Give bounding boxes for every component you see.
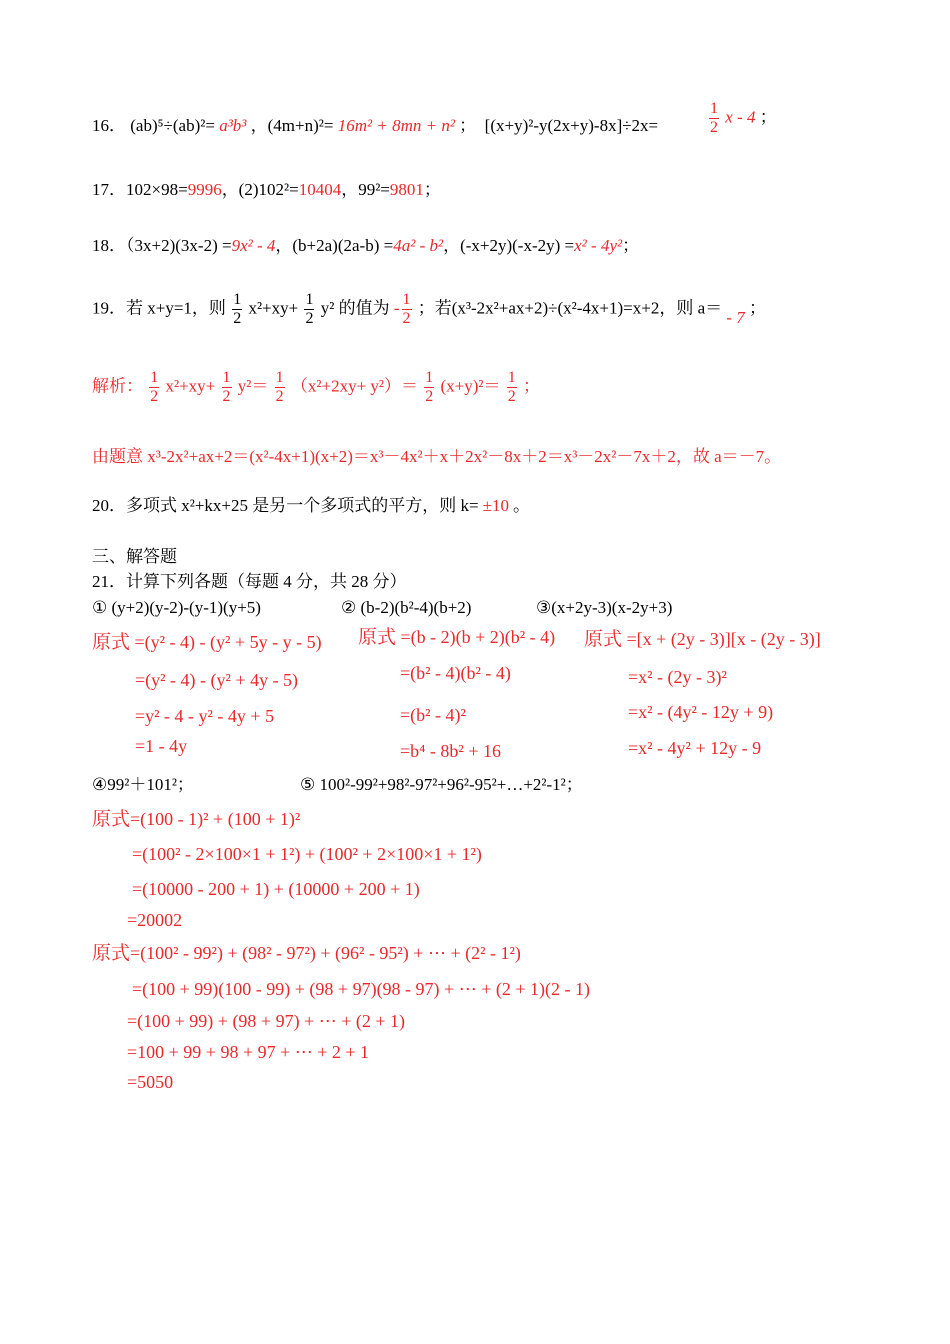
question-20: 20．多项式 x²+kx+25 是另一个多项式的平方，则 k= ±10 。 <box>92 496 530 515</box>
q19-answer1: - $\frac{1}{2}$ <box>393 291 411 327</box>
solution-1-line-2: =(y² - 4) - (y² + 4y - 5) <box>135 670 299 690</box>
solution-3-line-1: 原式 =[x + (2y - 3)][x - (2y - 3)] <box>584 628 821 650</box>
solution-5-line-2: =(100 + 99)(100 - 99) + (98 + 97)(98 - 97) + ⋯ + (2 + 1)(2 - 1) <box>132 979 590 999</box>
solution-1-line-4: =1 - 4y <box>135 736 188 756</box>
problem-5: ⑤ 100²-99²+98²-97²+96²-95²+…+2²-1²； <box>300 775 583 794</box>
q18-answer1: 9x² - 4 <box>231 236 276 255</box>
problem-2: ② (b-2)(b²-4)(b+2) <box>341 598 472 617</box>
q20-answer: ±10 <box>482 496 509 515</box>
solution-5-line-4: =100 + 99 + 98 + 97 + ⋯ + 2 + 1 <box>127 1042 370 1062</box>
solution-3-line-4: =x² - 4y² + 12y - 9 <box>628 738 762 758</box>
solution-4-line-4: =20002 <box>127 910 183 930</box>
solution-5-line-1: 原式=(100² - 99²) + (98² - 97²) + (96² - 95²) + ⋯ + (2² - 1²) <box>92 942 521 964</box>
analysis-line: 解析： $\frac{1}{2}$ x²+xy+ $\frac{1}{2}$ y²＝ $\frac{1}{2}$ （x²+2xy+ y²）＝ $\frac{1}{2}$ (x+y)²＝ $\frac{1}{2}$ ； <box>92 369 541 405</box>
section-title: 三、解答题 <box>92 547 177 566</box>
solution-5-line-5: =5050 <box>127 1072 174 1092</box>
solution-4-line-1: 原式=(100 - 1)² + (100 + 1)² <box>92 808 301 830</box>
solution-4-line-2: =(100² - 2×100×1 + 1²) + (100² + 2×100×1 + 1²) <box>132 844 482 864</box>
q17-answer3: 9801 <box>389 180 424 199</box>
solution-2-line-4: =b⁴ - 8b² + 16 <box>400 741 501 761</box>
solution-1-line-1: 原式 =(y² - 4) - (y² + 5y - y - 5) <box>92 631 322 653</box>
q17-answer1: 9996 <box>187 180 222 199</box>
solution-5-line-3: =(100 + 99) + (98 + 97) + ⋯ + (2 + 1) <box>127 1011 406 1031</box>
solution-2-line-2: =(b² - 4)(b² - 4) <box>400 663 511 683</box>
solution-3-line-2: =x² - (2y - 3)² <box>628 667 727 687</box>
question-21: 21．计算下列各题（每题 4 分，共 28 分） <box>92 572 407 591</box>
problem-3: ③(x+2y-3)(x-2y+3) <box>536 598 673 617</box>
analysis-derivation: 由题意 x³-2x²+ax+2＝(x²-4x+1)(x+2)＝x³－4x²＋x＋2x²－8x＋2＝x³－2x²－7x＋2，故 a＝－7。 <box>92 447 782 466</box>
q17-answer2: 10404 <box>298 180 342 199</box>
question-17: 17．102×98=9996，(2)102²=10404，99²=9801； <box>92 180 441 199</box>
q19-answer2: - 7 <box>726 308 745 328</box>
q18-answer3: x² - 4y² <box>574 236 623 255</box>
solution-4-line-3: =(10000 - 200 + 1) + (10000 + 200 + 1) <box>132 879 420 899</box>
q18-answer2: 4a² - b² <box>393 236 444 255</box>
question-16: 16． (ab)⁵÷(ab)²= a³b³ ，(4m+n)²= 16m² + 8mn + n² ； [(x+y)²-y(2x+y)-8x]÷2x= <box>92 116 659 135</box>
solution-2-line-1: 原式 =(b - 2)(b + 2)(b² - 4) <box>358 626 556 648</box>
q16-answer3: $\frac{1}{2}$ x - 4 ； <box>710 100 777 136</box>
problem-1: ① (y+2)(y-2)-(y-1)(y+5) <box>92 598 261 617</box>
question-18: 18．（3x+2)(3x-2) =9x² - 4，(b+2a)(2a-b) =4a² - b²，(-x+2y)(-x-2y) =x² - 4y²； <box>92 236 640 255</box>
solution-2-line-3: =(b² - 4)² <box>400 705 466 725</box>
solution-3-line-3: =x² - (4y² - 12y + 9) <box>628 702 774 722</box>
q16-expr1: (ab)⁵÷(ab)²= <box>130 116 215 135</box>
problem-4: ④99²＋101²； <box>92 775 194 794</box>
q16-answer1: a³b³ <box>219 116 247 135</box>
question-19: 19．若 x+y=1，则 $\frac{1}{2}$ x²+xy+ $\frac{1}{2}$ y² 的值为 - $\frac{1}{2}$ ；若(x³-2x²+ax+2)÷(x²-4x+1)=x+2，则 a＝ - 7 ； <box>92 291 767 328</box>
q16-answer2: 16m² + 8mn + n² <box>337 116 455 135</box>
solution-1-line-3: =y² - 4 - y² - 4y + 5 <box>135 706 275 726</box>
